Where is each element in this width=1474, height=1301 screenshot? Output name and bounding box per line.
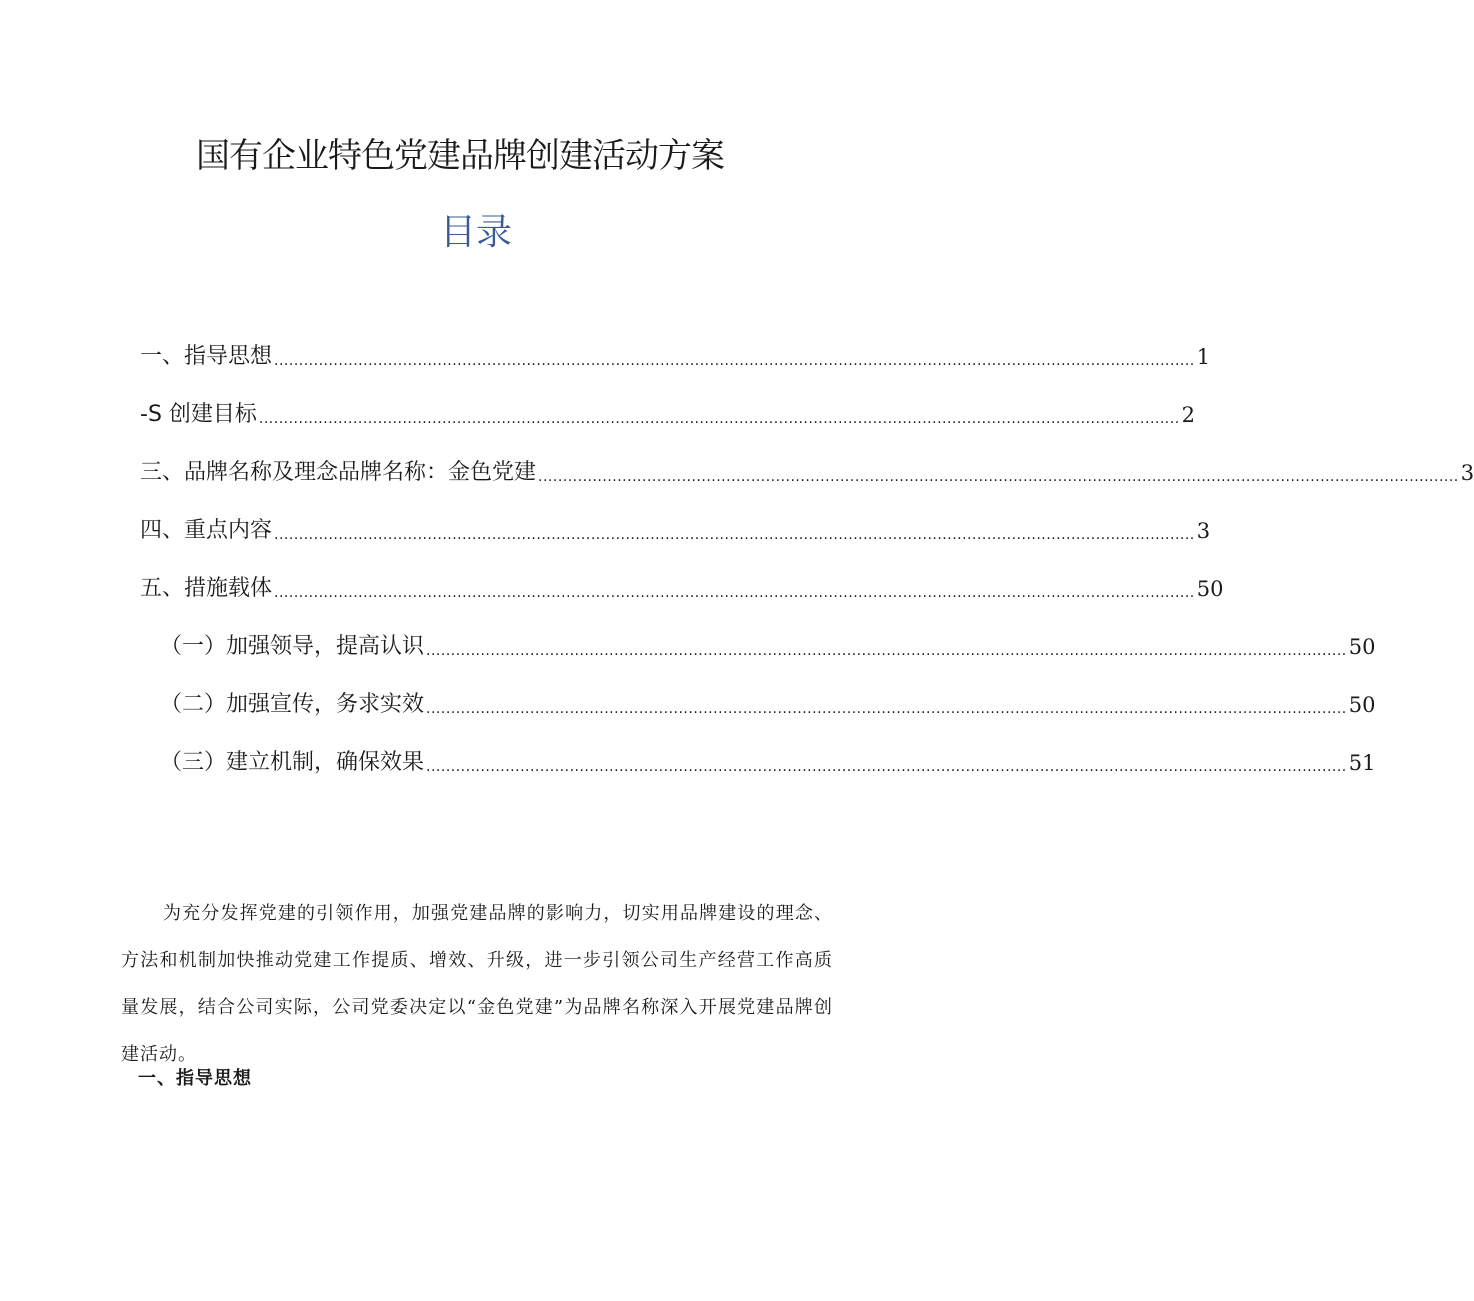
toc-dot-leader: .......................................................................................................................................................................................... xyxy=(538,469,1459,485)
toc-entry[interactable] xyxy=(160,688,1376,722)
toc-heading: 目录 xyxy=(439,212,512,253)
intro-paragraph: 为充分发挥党建的引领作用，加强党建品牌的影响力，切实用品牌建设的理念、方法和机制加快推动党建工作提质、增效、升级，进一步引领公司生产经营工作高质量发展，结合公司实际，公司党委决定以“金色党建”为品牌名称深入开展党建品牌创建活动。 xyxy=(121,903,833,1065)
toc-entry[interactable] xyxy=(160,746,1376,780)
toc-entry[interactable] xyxy=(140,456,1474,490)
toc-entry[interactable] xyxy=(140,572,1224,606)
toc-entry-page: 50 xyxy=(1348,693,1376,717)
document-title: 国有企业特色党建品牌创建活动方案 xyxy=(196,136,724,176)
toc-entry-page: 2 xyxy=(1181,403,1196,427)
toc-entry-page: 50 xyxy=(1196,577,1224,601)
toc-entry-label: 四、重点内容 xyxy=(140,518,273,543)
toc-dot-leader: .......................................................................................................................................................................................... xyxy=(426,643,1347,659)
toc-entry-label: 一、指导思想 xyxy=(140,344,273,369)
toc-entry-page: 1 xyxy=(1196,345,1211,369)
toc-entry[interactable] xyxy=(140,340,1211,374)
toc-entry-label: （二）加强宣传，务求实效 xyxy=(160,692,425,717)
toc-entry-page: 51 xyxy=(1348,751,1376,775)
toc-entry-label: 三、品牌名称及理念品牌名称：金色党建 xyxy=(140,460,537,485)
toc-dot-leader: .......................................................................................................................................................................................... xyxy=(426,759,1347,775)
toc-entry-page: 3 xyxy=(1196,519,1211,543)
toc-dot-leader: .......................................................................................................................................................................................... xyxy=(426,701,1347,717)
toc-entry-label: （三）建立机制，确保效果 xyxy=(160,750,425,775)
toc-dot-leader: .......................................................................................................................................................................................... xyxy=(274,527,1195,543)
toc-entry[interactable] xyxy=(140,514,1211,548)
toc-entry-label: （一）加强领导，提高认识 xyxy=(160,634,425,659)
toc-entry-label: 五、措施载体 xyxy=(140,576,273,601)
toc-entry[interactable] xyxy=(140,398,1196,432)
toc-entry[interactable] xyxy=(160,630,1376,664)
toc-dot-leader: .......................................................................................................................................................................................... xyxy=(274,585,1195,601)
section-heading: 一、指导思想 xyxy=(138,1068,252,1089)
toc-dot-leader: .......................................................................................................................................................................................... xyxy=(258,411,1180,427)
toc-entry-page: 3 xyxy=(1460,461,1474,485)
toc-entry-label: -S 创建目标 xyxy=(140,402,257,427)
toc-dot-leader: .......................................................................................................................................................................................... xyxy=(274,353,1195,369)
toc-entry-page: 50 xyxy=(1348,635,1376,659)
